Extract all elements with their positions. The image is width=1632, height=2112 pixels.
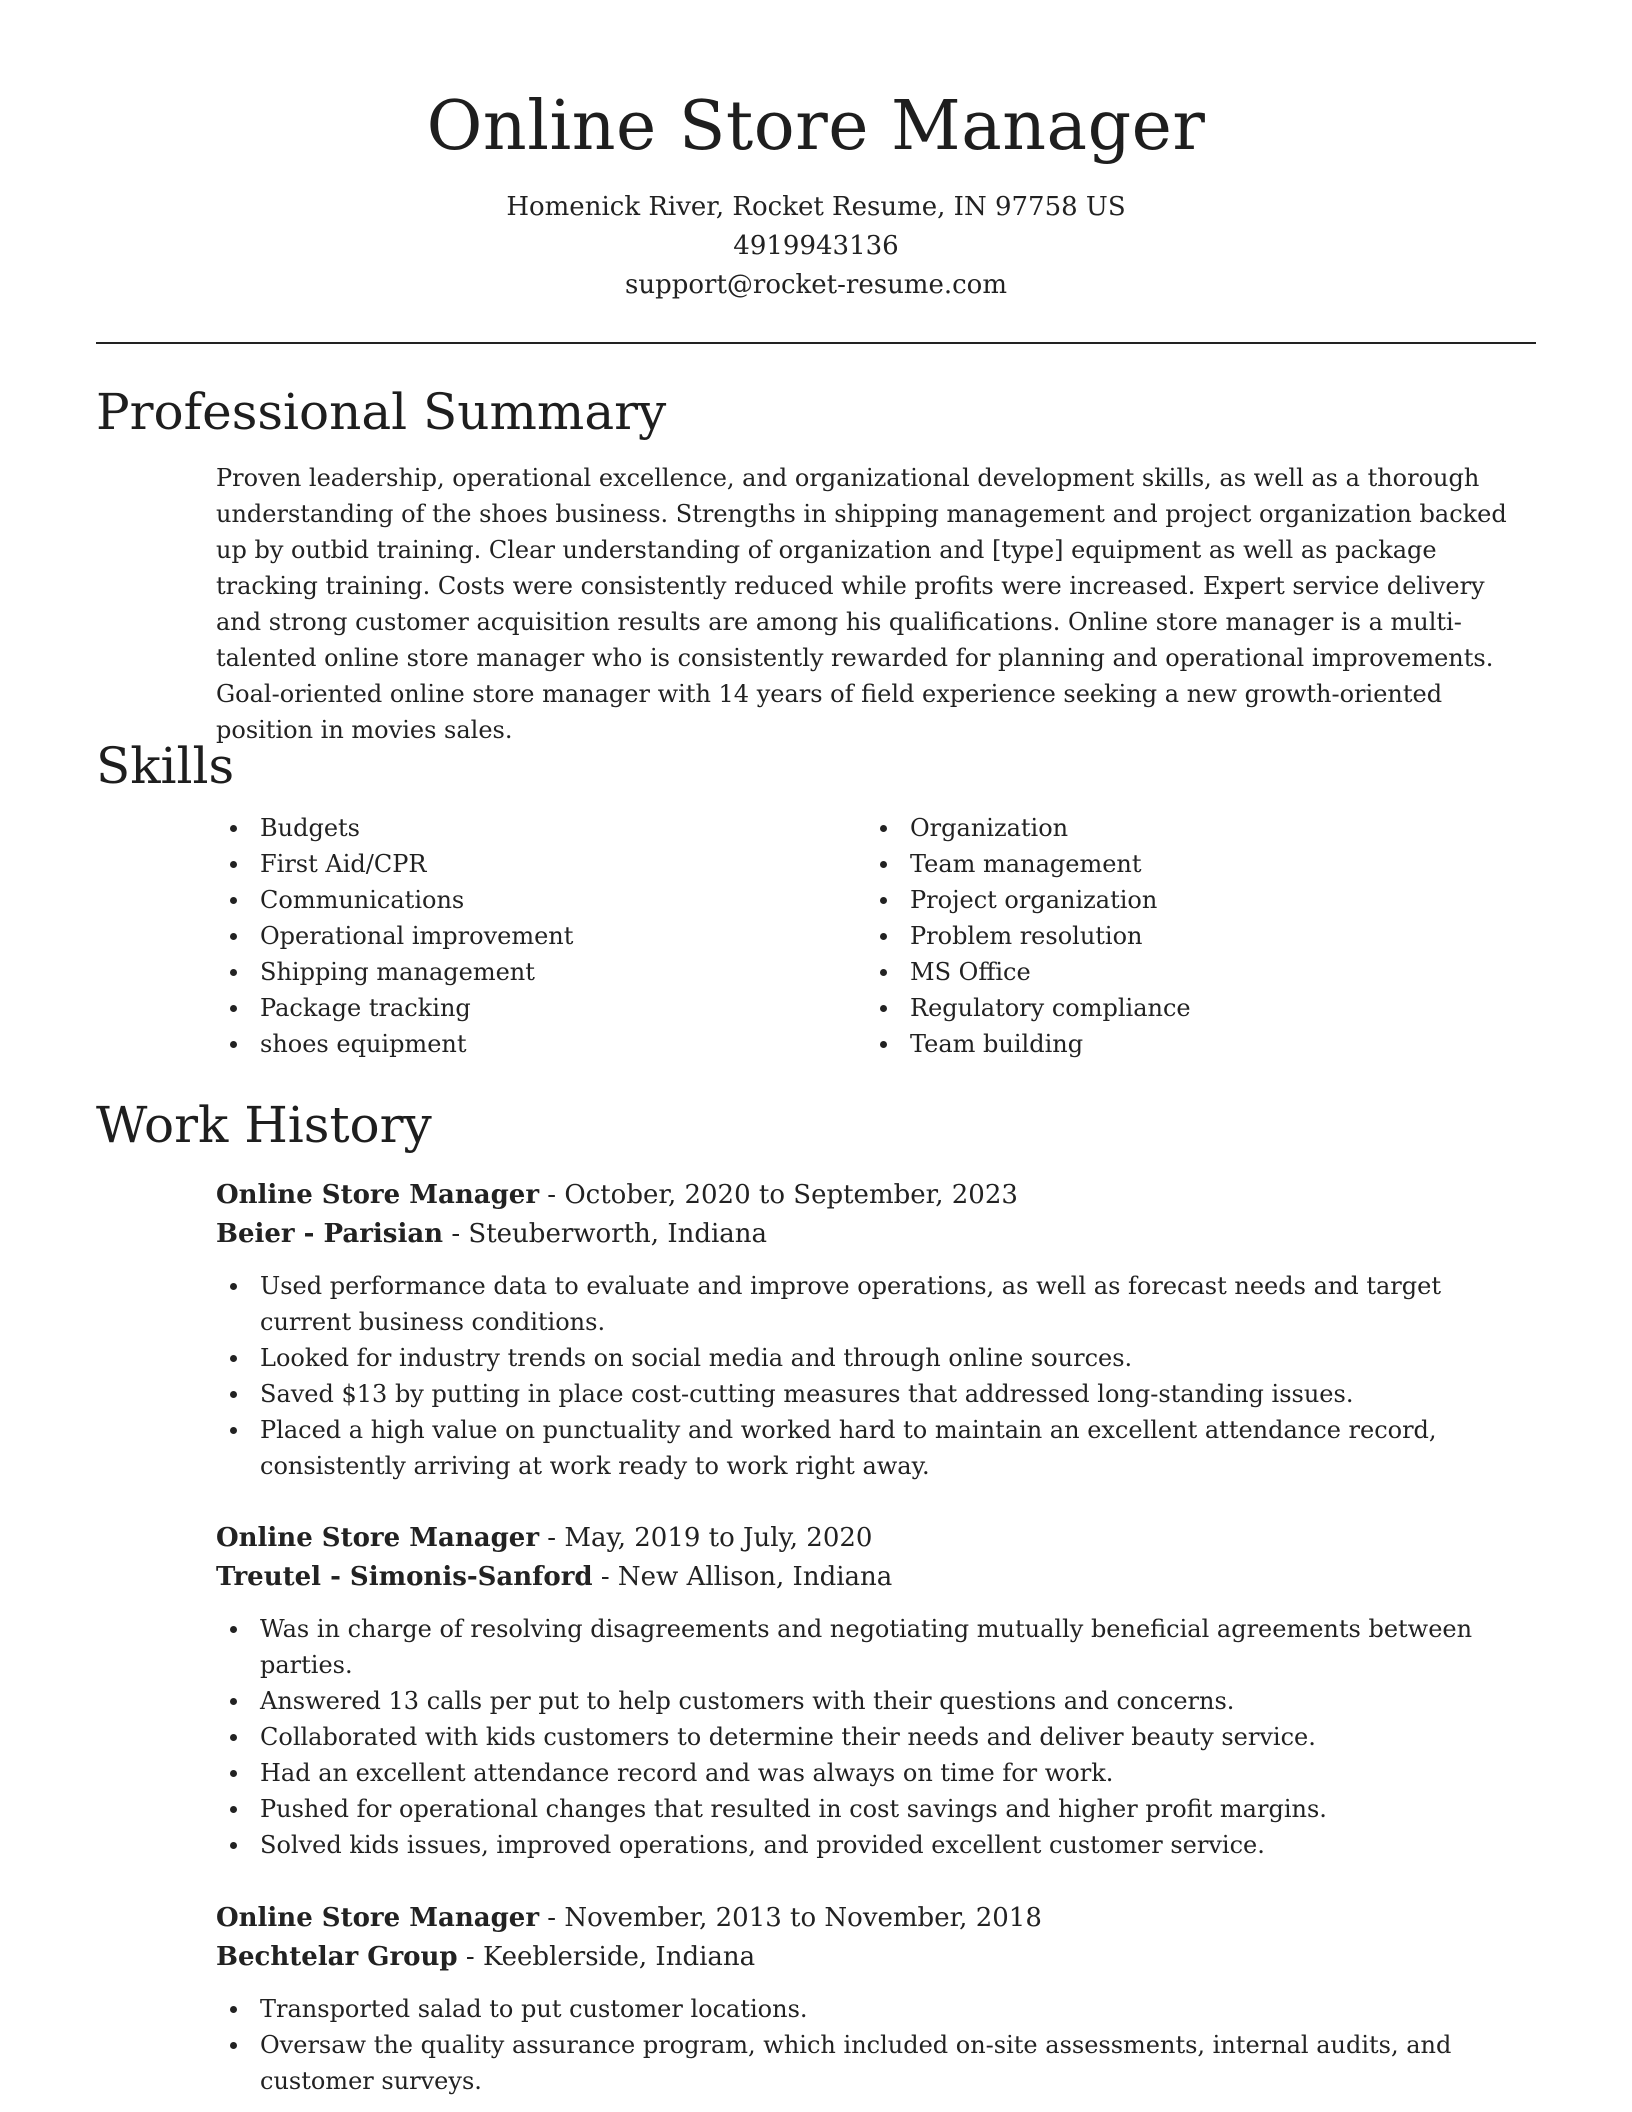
skill-item: MS Office — [866, 954, 1516, 990]
skill-item: Communications — [216, 882, 866, 918]
header-divider — [96, 342, 1536, 344]
separator: - — [443, 1219, 469, 1249]
skills-heading: Skills — [96, 737, 235, 795]
duty-item: Oversaw the quality assurance program, which included on-site assessments, internal audits, and customer surveys. — [216, 2027, 1536, 2099]
duty-item: Solved kids issues, improved operations, and provided excellent customer service. — [216, 1827, 1536, 1863]
job-entry — [216, 1176, 1536, 1484]
duty-item: Used performance data to evaluate and improve operations, as well as forecast needs and target current business conditions. — [216, 1268, 1536, 1340]
skill-item: Operational improvement — [216, 918, 866, 954]
job-dates: May, 2019 to July, 2020 — [564, 1523, 873, 1553]
contact-email: support@rocket-resume.com — [624, 270, 1007, 300]
job-company: Treutel - Simonis-Sanford — [216, 1562, 593, 1592]
skill-item: Project organization — [866, 882, 1516, 918]
job-location: Keeblerside, Indiana — [482, 1942, 756, 1972]
skill-item: Regulatory compliance — [866, 990, 1516, 1026]
skill-item: Budgets — [216, 810, 866, 846]
resume-header — [0, 82, 1632, 305]
job-duties — [216, 1611, 1536, 1863]
job-title-line — [216, 1899, 1536, 1938]
duty-item: Collaborated with kids customers to determine their needs and deliver beauty service. — [216, 1719, 1536, 1755]
separator: - — [539, 1903, 565, 1933]
skill-item: First Aid/CPR — [216, 846, 866, 882]
job-title-line — [216, 1519, 1536, 1558]
skill-item: Problem resolution — [866, 918, 1516, 954]
job-company: Bechtelar Group — [216, 1942, 458, 1972]
job-company-line — [216, 1558, 1536, 1597]
summary-heading: Professional Summary — [96, 383, 667, 441]
job-company: Beier - Parisian — [216, 1219, 444, 1249]
skill-item: Team building — [866, 1026, 1516, 1062]
job-duties — [216, 1268, 1536, 1484]
contact-address: Homenick River, Rocket Resume, IN 97758 US — [506, 192, 1126, 222]
job-location: New Allison, Indiana — [617, 1562, 893, 1592]
duty-item: Answered 13 calls per put to help customers with their questions and concerns. — [216, 1683, 1536, 1719]
skill-item: Team management — [866, 846, 1516, 882]
skill-item: Organization — [866, 810, 1516, 846]
duty-item: Was in charge of resolving disagreements and negotiating mutually beneficial agreements between parties. — [216, 1611, 1536, 1683]
separator: - — [539, 1523, 565, 1553]
job-entry — [216, 1899, 1536, 2099]
skill-item: Shipping management — [216, 954, 866, 990]
job-company-line — [216, 1215, 1536, 1254]
job-role: Online Store Manager — [216, 1523, 540, 1553]
separator: - — [539, 1180, 565, 1210]
job-title-line — [216, 1176, 1536, 1215]
skill-item: Package tracking — [216, 990, 866, 1026]
skills-column-left — [216, 810, 866, 1062]
duty-item: Pushed for operational changes that resulted in cost savings and higher profit margins. — [216, 1791, 1536, 1827]
job-entry — [216, 1519, 1536, 1863]
job-location: Steuberworth, Indiana — [468, 1219, 768, 1249]
job-role: Online Store Manager — [216, 1180, 540, 1210]
duty-item: Placed a high value on punctuality and worked hard to maintain an excellent attendance record, consistently arriving at work ready to work right away. — [216, 1412, 1536, 1484]
job-role: Online Store Manager — [216, 1903, 540, 1933]
work-history-heading: Work History — [96, 1096, 432, 1154]
contact-phone: 4919943136 — [733, 231, 899, 261]
separator: - — [457, 1942, 483, 1972]
candidate-name: Online Store Manager — [426, 87, 1206, 166]
job-duties — [216, 1991, 1536, 2099]
summary-text: Proven leadership, operational excellence, and organizational development skills, as well as a thorough understanding of the shoes business. Strengths in shipping management and project organization backed up by outbid training. Clear understanding of organization and [type] equipment as well as package tracking training. Costs were consistently reduced while profits were increased. Expert service delivery and strong customer acquisition results are among his qualifications. Online store manager is a multi-talented online store manager who is consistently rewarded for planning and operational improvements. Goal-oriented online store manager with 14 years of field experience seeking a new growth-oriented position in movies sales. — [216, 464, 1507, 744]
skills-column-right — [866, 810, 1516, 1062]
job-company-line — [216, 1938, 1536, 1977]
duty-item: Transported salad to put customer locations. — [216, 1991, 1536, 2027]
job-dates: October, 2020 to September, 2023 — [564, 1180, 1018, 1210]
skills-list — [216, 810, 1536, 1062]
job-dates: November, 2013 to November, 2018 — [564, 1903, 1042, 1933]
separator: - — [592, 1562, 618, 1592]
contact-info — [0, 188, 1632, 305]
skill-item: shoes equipment — [216, 1026, 866, 1062]
duty-item: Looked for industry trends on social media and through online sources. — [216, 1340, 1536, 1376]
duty-item: Had an excellent attendance record and was always on time for work. — [216, 1755, 1536, 1791]
duty-item: Saved $13 by putting in place cost-cutting measures that addressed long-standing issues. — [216, 1376, 1536, 1412]
